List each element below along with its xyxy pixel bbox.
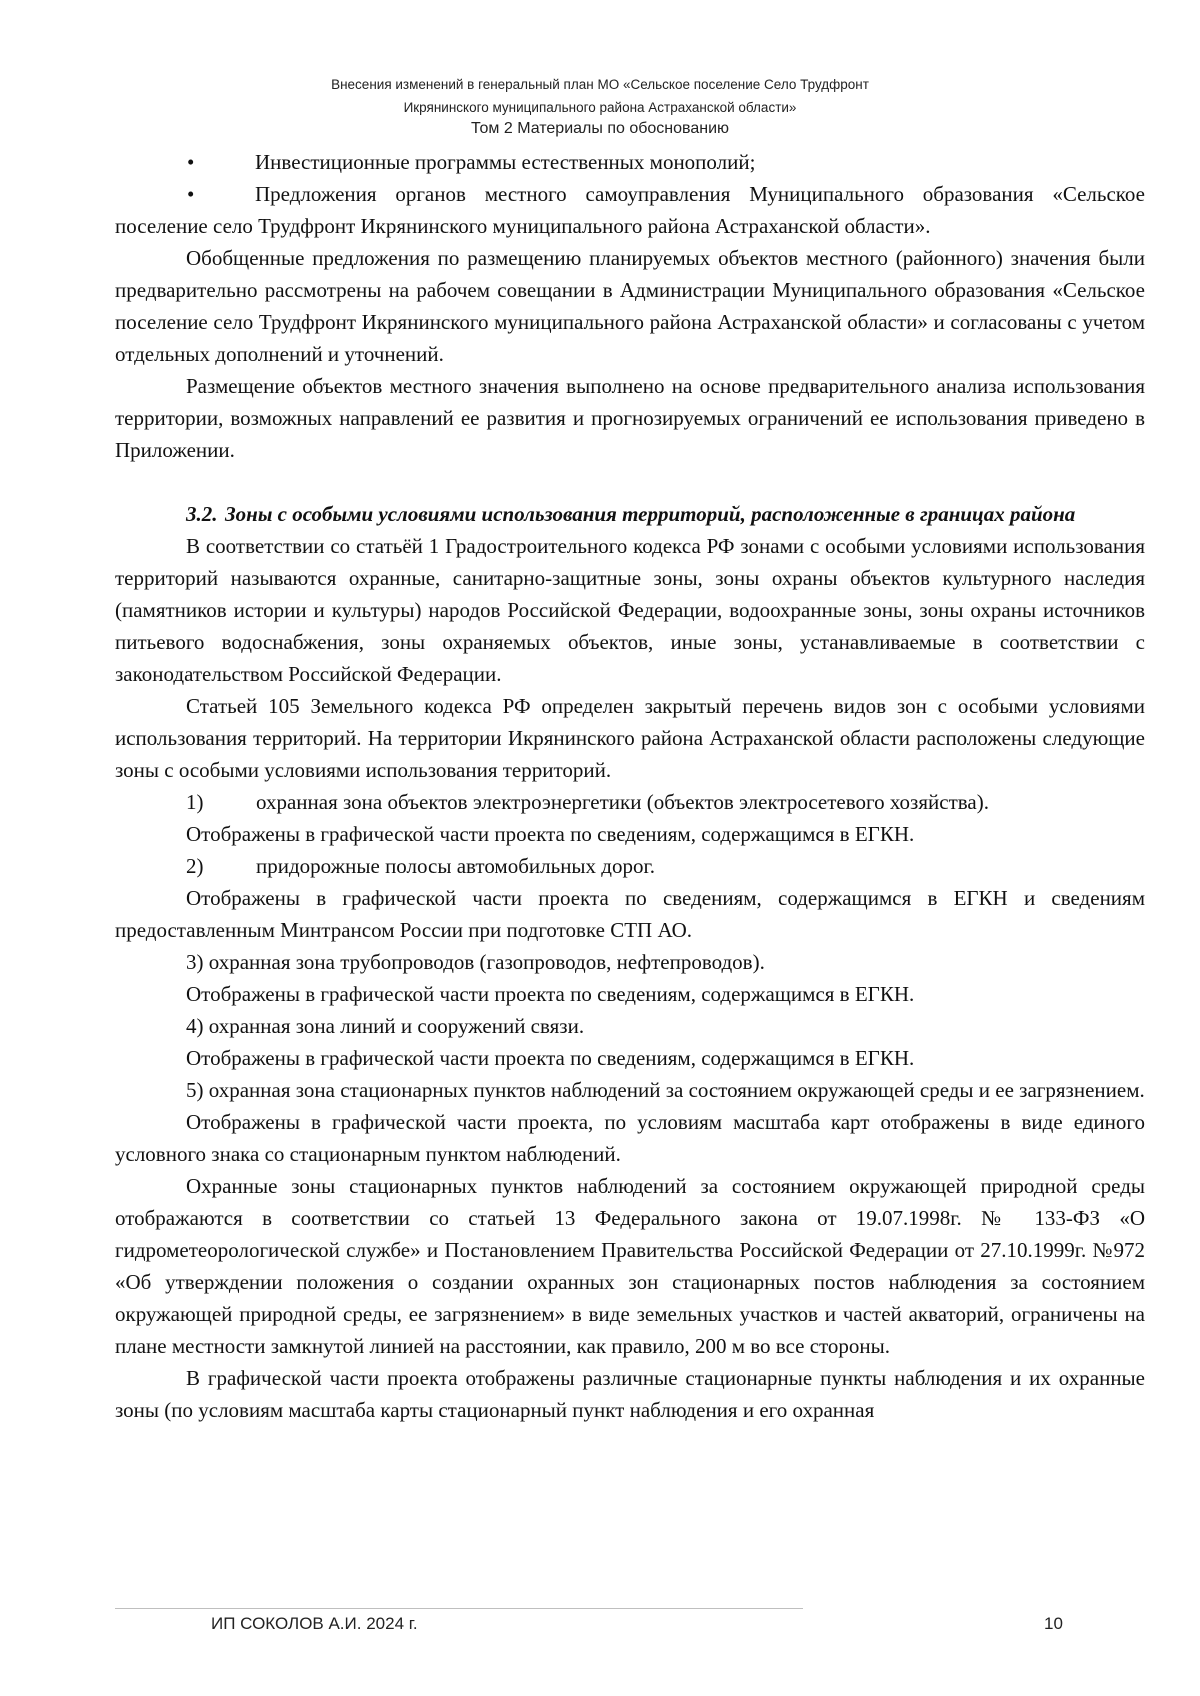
list-note: Отображены в графической части проекта по сведениям, содержащимся в ЕГКН. bbox=[186, 1046, 915, 1070]
bullet-item bbox=[115, 146, 1145, 178]
section-heading bbox=[115, 498, 1145, 530]
list-item bbox=[115, 850, 1145, 882]
bullet-marker: • bbox=[187, 150, 195, 174]
page-number: 10 bbox=[1044, 1614, 1063, 1633]
footer-author: ИП СОКОЛОВ А.И. 2024 г. bbox=[211, 1614, 418, 1633]
list-text: придорожные полосы автомобильных дорог. bbox=[256, 854, 655, 878]
list-number: 2) bbox=[186, 854, 204, 878]
header-line-2: Икрянинского муниципального района Астраханской области» bbox=[403, 100, 797, 115]
list-item bbox=[115, 786, 1145, 818]
section-number: 3.2. bbox=[186, 502, 218, 526]
page-body bbox=[115, 146, 1145, 1426]
list-number: 1) bbox=[186, 790, 204, 814]
list-note: Отображены в графической части проекта по сведениям, содержащимся в ЕГКН. bbox=[186, 822, 915, 846]
header-line-1: Внесения изменений в генеральный план МО «Сельское поселение Село Трудфронт bbox=[331, 77, 869, 92]
paragraph: Статьей 105 Земельного кодекса РФ определен закрытый перечень видов зон с особыми условиями использования территорий. На территории Икрянинского района Астраханской области расположены следующие зоны с особыми условиями использования территорий. bbox=[115, 694, 1145, 782]
list-item: 3) охранная зона трубопроводов (газопроводов, нефтепроводов). bbox=[186, 950, 765, 974]
paragraph: В соответствии со статьёй 1 Градостроительного кодекса РФ зонами с особыми условиями использования территорий называются охранные, санитарно-защитные зоны, зоны охраны объектов культурного наследия (памятников истории и культуры) народов Российской Федерации, водоохранные зоны, зоны охраны источников питьевого водоснабжения, зоны охраняемых объектов, иные зоны, устанавливаемые в соответствии с законодательством Российской Федерации. bbox=[115, 534, 1145, 686]
paragraph: Обобщенные предложения по размещению планируемых объектов местного (районного) значения были предварительно рассмотрены на рабочем совещании в Администрации Муниципального образования «Сельское поселение село Трудфронт Икрянинского муниципального района Астраханской области» и согласованы с учетом отдельных дополнений и уточнений. bbox=[115, 246, 1145, 366]
list-note: Отображены в графической части проекта, по условиям масштаба карт отображены в виде единого условного знака со стационарным пунктом наблюдений. bbox=[115, 1110, 1145, 1166]
paragraph: Охранные зоны стационарных пунктов наблюдений за состоянием окружающей природной среды отображаются в соответствии со статьей 13 Федерального закона от 19.07.1998г. № 133-ФЗ «О гидрометеорологической службе» и Постановлением Правительства Российской Федерации от 27.10.1999г. №972 «Об утверждении положения о создании охранных зон стационарных постов наблюдения за состоянием окружающей природной среды, ее загрязнением» в виде земельных участков и частей акваторий, ограничены на плане местности замкнутой линией на расстоянии, как правило, 200 м во все стороны. bbox=[115, 1174, 1145, 1358]
bullet-text: Предложения органов местного самоуправления Муниципального образования «Сельское поселение село Трудфронт Икрянинского муниципального района Астраханской области». bbox=[115, 182, 1145, 238]
footer-divider bbox=[115, 1608, 803, 1609]
list-item: 4) охранная зона линий и сооружений связи. bbox=[186, 1014, 585, 1038]
paragraph: В графической части проекта отображены различные стационарные пункты наблюдения и их охранные зоны (по условиям масштаба карты стационарный пункт наблюдения и его охранная bbox=[115, 1366, 1145, 1422]
list-text: охранная зона объектов электроэнергетики (объектов электросетевого хозяйства). bbox=[256, 790, 989, 814]
list-note: Отображены в графической части проекта по сведениям, содержащимся в ЕГКН и сведениям предоставленным Минтрансом России при подготовке СТП АО. bbox=[115, 886, 1145, 942]
header-volume: Том 2 Материалы по обоснованию bbox=[470, 120, 730, 137]
paragraph: Размещение объектов местного значения выполнено на основе предварительного анализа использования территории, возможных направлений ее развития и прогнозируемых ограничений ее использования приведено в Приложении. bbox=[115, 374, 1145, 462]
list-item: 5) охранная зона стационарных пунктов наблюдений за состоянием окружающей среды и ее загрязнением. bbox=[186, 1078, 1145, 1102]
section-title: Зоны с особыми условиями использования территорий, расположенные в границах района bbox=[225, 502, 1076, 526]
bullet-item bbox=[115, 178, 1145, 242]
bullet-marker: • bbox=[187, 182, 195, 206]
bullet-text: Инвестиционные программы естественных монополий; bbox=[255, 150, 756, 174]
list-note: Отображены в графической части проекта по сведениям, содержащимся в ЕГКН. bbox=[186, 982, 915, 1006]
